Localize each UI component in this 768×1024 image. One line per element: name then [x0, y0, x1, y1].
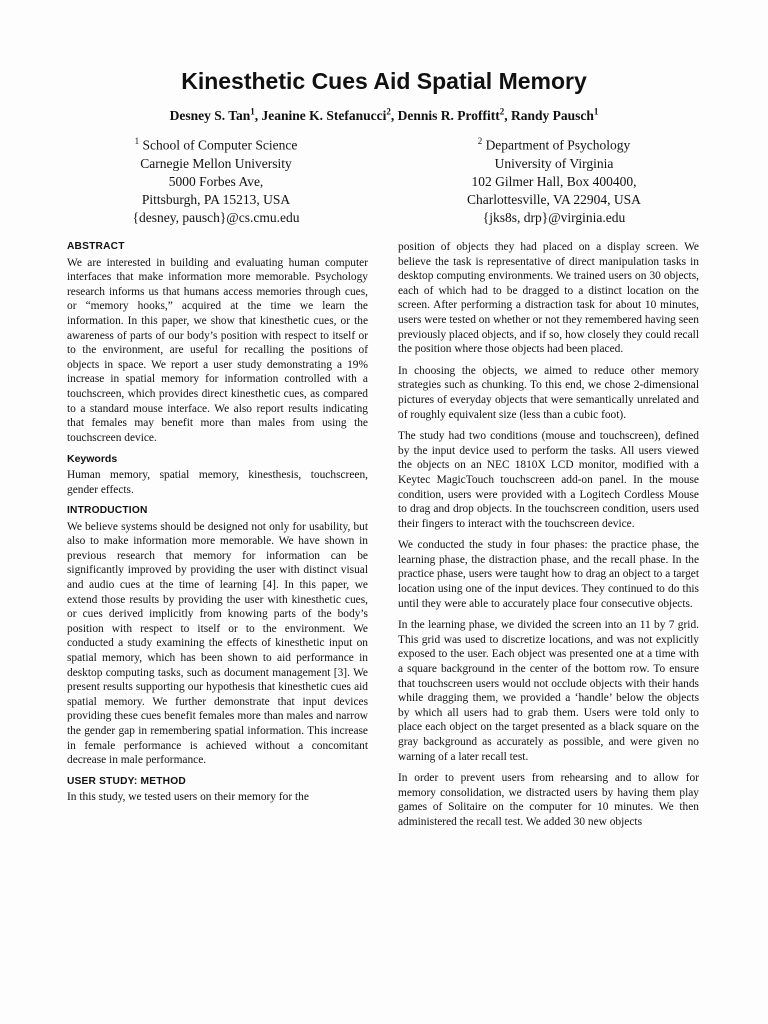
affiliation-uva	[404, 132, 704, 227]
affiliation-line: $^1$ School of Computer Science	[134, 136, 298, 153]
affiliation-cmu	[66, 132, 366, 227]
method-heading: USER STUDY: METHOD	[67, 775, 186, 787]
keywords-heading: Keywords	[67, 453, 118, 466]
introduction-text: We believe systems should be designed not only for usability, but also to make information more memorable. We have shown in previous research that memory for information can be significantly improved by providing the user with distinct visual and audio cues at the time of learning [4]. In this paper, we extend those results by providing the user with kinesthetic cues, or cues derived implicitly from knowing parts of the body’s position with respect to itself or to the environment. We conducted a study examining the effects of kinesthetic input on spatial memory, which has been shown to aid performance in desktop computing tasks, such as document management [3]. We present results supporting our hypothesis that kinesthetic cues aid spatial memory. We further demonstrate that input devices providing these cues benefit females more than males and narrow the gender gap in remembering spatial information. This increase in female performance is achieved without a concomitant decrease in male performance.	[67, 520, 368, 767]
affiliation-line: 5000 Forbes Ave,	[168, 173, 264, 189]
author: Desney S. Tan$^1$,	[169, 106, 262, 123]
author-line	[0, 106, 768, 124]
paragraph: We conducted the study in four phases: the practice phase, the learning phase, the distraction phase, and the recall phase. In the practice phase, users were taught how to drag an object to a target location using one of the input devices. They continued to do this until they were able to accurately place four consecutive objects.	[398, 539, 699, 610]
affiliation-line: $^2$ Department of Psychology	[477, 136, 631, 153]
affiliation-line: 102 Gilmer Hall, Box 400400,	[471, 173, 637, 189]
left-column	[67, 240, 368, 812]
abstract-text: We are interested in building and evaluating human computer interfaces that make information more memorable. Psychology research informs us that humans access memories through cues, or “memory hooks,” acquired at the time we learn the information. In this paper, we show that kinesthetic cues, or the awareness of parts of our body’s position with respect to itself or to the environment, are useful for recalling the positions of objects in space. We report a user study demonstrating a 19% increase in spatial memory for information controlled with a touchscreen, which provides direct kinesthetic cues, as compared to a standard mouse interface. We also report results indicating that females may benefit more than males from using the touchscreen device.	[67, 256, 368, 444]
paragraph: In the learning phase, we divided the screen into an 11 by 7 grid. This grid was used to discretize locations, and was not explicitly exposed to the user. Each object was presented one at a time with a square background in the center of the bottom row. To ensure that touchscreen users would not occlude objects with their hands while dragging them, we provided a ‘handle’ below the objects by which all users had to grab them. Users were told only to place each object on the target presented as a black square on the gray background as accurately as possible, and were given no warning of a later recall test.	[398, 619, 699, 763]
right-column	[398, 240, 699, 837]
paragraph: In order to prevent users from rehearsing and to allow for memory consolidation, we distracted users by having them play games of Solitaire on the computer for 10 minutes. We then administered the recall test. We added 30 new objects	[398, 772, 699, 828]
introduction-heading: INTRODUCTION	[67, 505, 148, 517]
affiliation-email: {desney, pausch}@cs.cmu.edu	[132, 209, 300, 225]
paragraph: position of objects they had placed on a display screen. We believe the task is representative of direct manipulation tasks in desktop computing environments. We trained users on 30 objects, each of which had to be dragged to a distinct location on the screen. After performing a distraction task for about 10 minutes, users were tested on whether or not they remembered having seen previously placed objects, and if so, how closely they could recall the position where those objects had been placed.	[398, 241, 699, 356]
paragraph: In choosing the objects, we aimed to reduce other memory strategies such as chunking. To this end, we chose 2-dimensional pictures of everyday objects that were semantically unrelated and of roughly equivalent size (less than a cubic foot).	[398, 364, 699, 421]
affiliation-line: Carnegie Mellon University	[140, 155, 292, 171]
keywords-text: Human memory, spatial memory, kinesthesis, touchscreen, gender effects.	[67, 468, 368, 496]
paragraph: The study had two conditions (mouse and touchscreen), defined by the input device used to perform the tasks. All users viewed the objects on an NEC 1810X LCD monitor, modified with a Keytec MagicTouch touchscreen add-on panel. In the mouse condition, users were provided with a Logitech Cordless Mouse to drag and drop objects. In the touchscreen condition, users used their fingers to interact with the touchscreen device.	[398, 430, 699, 530]
author: Randy Pausch$^1$	[511, 106, 599, 123]
author: Dennis R. Proffitt$^2$,	[397, 106, 511, 123]
affiliation-email: {jks8s, drp}@virginia.edu	[482, 209, 626, 225]
paper-title: Kinesthetic Cues Aid Spatial Memory	[181, 68, 587, 94]
author: Jeanine K. Stefanucci$^2$,	[261, 106, 398, 123]
method-text: In this study, we tested users on their memory for the	[67, 791, 309, 804]
affiliation-line: University of Virginia	[494, 155, 614, 171]
affiliation-line: Pittsburgh, PA 15213, USA	[141, 191, 291, 207]
affiliation-line: Charlottesville, VA 22904, USA	[467, 191, 641, 207]
abstract-heading: ABSTRACT	[67, 241, 125, 252]
